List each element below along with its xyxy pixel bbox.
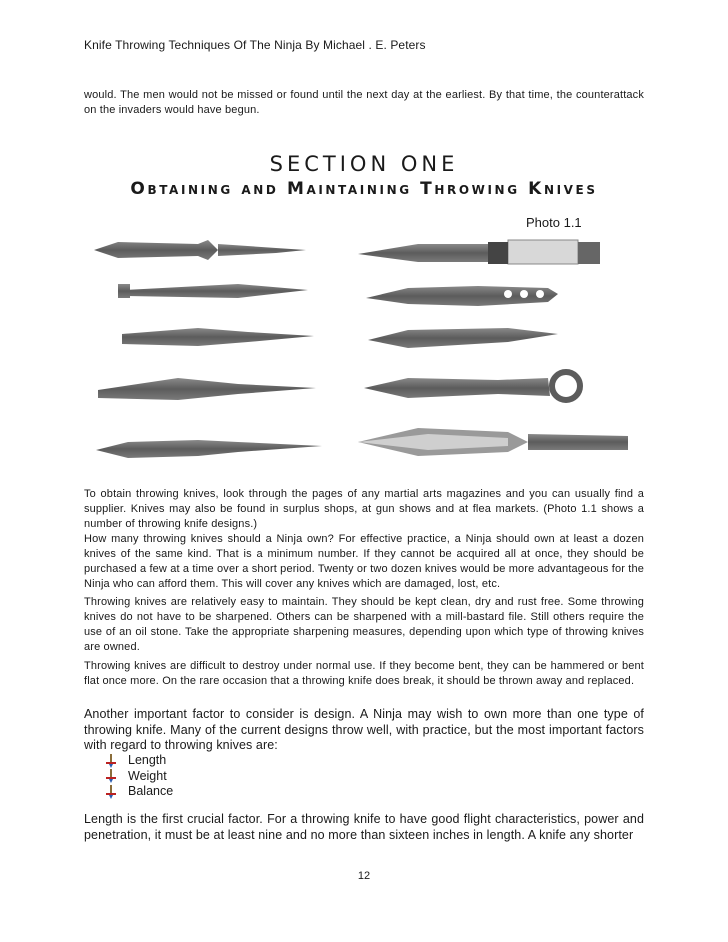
throwing-knives-photo (88, 228, 648, 478)
knife-left-3 (122, 328, 314, 346)
section-subtitle: Obtaining and Maintaining Throwing Knives (130, 179, 598, 199)
factor-list (104, 753, 173, 800)
factor-label: Length (128, 753, 167, 767)
dagger-bullet-icon (104, 785, 118, 799)
paragraph-maintenance: Throwing knives are relatively easy to maintain. They should be kept clean, dry and rust free. Some throwing knives do not have to be sharpened. Others can be sharpened with a mill-bastard file. Still others require the use of an oil stone. Take the appropriate sharpening measures, depending upon which type of throwing knives are owned. (84, 596, 644, 653)
dagger-bullet-icon (104, 769, 118, 783)
knife-right-3 (368, 328, 558, 348)
intro-paragraph: would. The men would not be missed or found until the next day at the earliest. By that time, the counterattack on the invaders would have begun. (84, 89, 644, 116)
running-head: Knife Throwing Techniques Of The Ninja By Michael . E. Peters (84, 38, 426, 52)
knife-left-5 (96, 440, 322, 458)
paragraph-durability: Throwing knives are difficult to destroy under normal use. If they become bent, they can be hammered or bent flat once more. On the rare occasion that a throwing knife does break, it should be thrown away and replaced. (84, 660, 644, 687)
factor-label: Balance (128, 784, 174, 798)
page-number: 12 (357, 870, 371, 882)
factor-label: Weight (128, 768, 167, 783)
knife-right-5 (358, 428, 628, 456)
paragraph-obtaining: To obtain throwing knives, look through the pages of any martial arts magazines and you can usually find a supplier. Knives may also be found in surplus shops, at gun shows and at flea markets. (Photo 1.1 shows a number of throwing knife designs.) (84, 488, 644, 530)
paragraph-how-many: How many throwing knives should a Ninja own? For effective practice, a Ninja should own at least a dozen knives of the same kind. That is a minimum number. If they cannot be acquired all at once, they should be purchased a few at a time over a short period. Twenty or two dozen knives would be more advantageous for the Ninja who can afford them. This will cover any knives which are damaged, lost, etc. (84, 533, 644, 590)
dagger-bullet-icon (104, 754, 118, 768)
list-item (104, 753, 173, 769)
knife-right-2-holes (504, 290, 544, 298)
photo-label: Photo 1.1 (526, 215, 582, 230)
knife-left-2 (118, 284, 308, 298)
section-title: SECTION ONE (269, 152, 459, 176)
paragraph-length: Length is the first crucial factor. For a throwing knife to have good flight characteristics, power and penetration, it must be at least nine and no more than sixteen inches in length. A knife any shorter (84, 812, 644, 842)
knife-left-1 (94, 240, 306, 260)
list-item (104, 769, 173, 785)
knife-right-4 (364, 372, 580, 400)
knife-right-1 (358, 240, 600, 264)
knife-right-2 (366, 286, 558, 306)
list-item (104, 784, 173, 800)
knife-left-4 (98, 378, 316, 400)
paragraph-design: Another important factor to consider is design. A Ninja may wish to own more than one type of throwing knife. Many of the current designs throw well, with practice, but the most important factors with regard to throwing knives are: (84, 707, 644, 752)
